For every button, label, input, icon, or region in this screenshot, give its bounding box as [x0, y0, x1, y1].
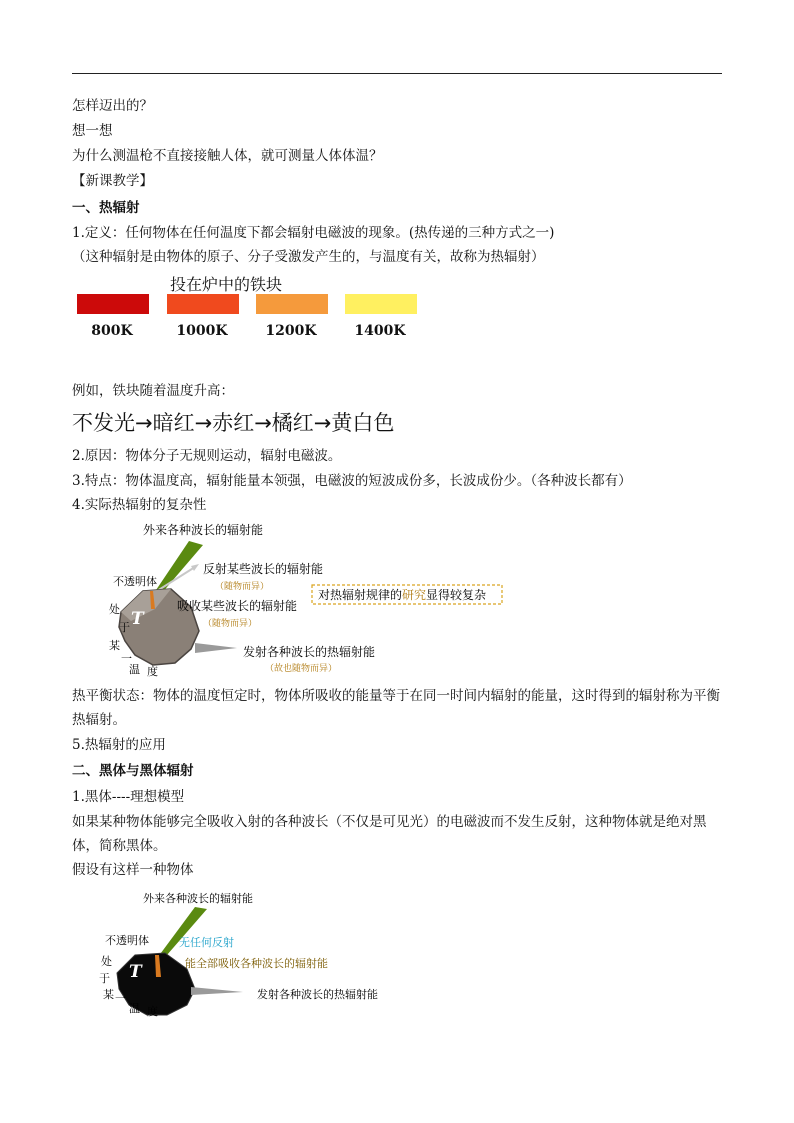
equilibrium-text: 热平衡状态：物体的温度恒定时，物体所吸收的能量等于在同一时间内辐射的能量，这时得到的辐射称为平衡热辐射。: [72, 688, 720, 728]
reflect-label: 反射某些波长的辐射能: [203, 562, 324, 576]
swatch-1200k: [256, 294, 328, 314]
text-line: 为什么测温枪不直接接触人体，就可测量人体体温？: [72, 148, 383, 164]
section-label: 【新课教学】: [72, 173, 153, 189]
absorb-all-label: 能全部吸收各种波长的辐射能: [185, 957, 328, 970]
vertical-char: 某: [103, 988, 114, 1001]
temp-label: 1400K: [354, 323, 406, 339]
blackbody-model: 1.黑体----理想模型: [72, 789, 185, 805]
temp-label: 800K: [91, 323, 133, 339]
emit-arrow: [191, 987, 243, 995]
definition: 1.定义：任何物体在任何温度下都会辐射电磁波的现象。(热传递的三种方式之一): [72, 225, 555, 241]
vertical-char: 度: [147, 1005, 158, 1018]
reflect-note: （随物而异）: [215, 582, 270, 592]
vertical-char: 一: [115, 992, 126, 1005]
vertical-char: 于: [119, 621, 130, 634]
emit-arrow: [195, 643, 237, 653]
vertical-char: 某: [109, 639, 120, 652]
header-rule: [72, 73, 722, 74]
reason: 2.原因：物体分子无规则运动，辐射电磁波。: [72, 448, 342, 464]
feature: 3.特点：物体温度高，辐射能量本领强，电磁波的短波成份多，长波成份少。（各种波长都有）: [72, 473, 632, 489]
temperature-T: T: [129, 962, 142, 982]
incoming-label: 外来各种波长的辐射能: [143, 523, 264, 537]
temp-label: 1200K: [265, 323, 317, 339]
emit-label: 发射各种波长的热辐射能: [257, 988, 378, 1001]
emit-note: （故也随物而异）: [265, 664, 338, 674]
vertical-char: 一: [121, 652, 132, 665]
opaque-label: 不透明体: [105, 934, 149, 947]
text-line: 怎样迈出的？: [72, 98, 153, 114]
swatch-1400k: [345, 294, 417, 314]
color-sequence: 不发光→暗红→赤红→橘红→黄白色: [72, 411, 395, 435]
temp-label: 1000K: [176, 323, 228, 339]
vertical-char: 温: [129, 1002, 140, 1015]
iron-figure-title: 投在炉中的铁块: [170, 275, 283, 294]
vertical-char: 处: [109, 603, 120, 616]
blackbody-diagram: [95, 885, 415, 1020]
incoming-label: 外来各种波长的辐射能: [143, 892, 253, 905]
blackbody-definition: 如果某种物体能够完全吸收入射的各种波长（不仅是可见光）的电磁波而不发生反射，这种物体就是绝对黑体，简称黑体。: [72, 814, 707, 854]
swatch-1000k: [167, 294, 239, 314]
real-body-diagram: [95, 515, 515, 680]
emit-label: 发射各种波长的热辐射能: [243, 645, 376, 659]
vertical-char: 度: [147, 665, 158, 678]
heading-blackbody: 二、黑体与黑体辐射: [72, 763, 194, 779]
note: （这种辐射是由物体的原子、分子受激发产生的，与温度有关，故称为热辐射）: [72, 249, 545, 265]
no-reflection-label: 无任何反射: [179, 936, 234, 949]
application-heading: 5.热辐射的应用: [72, 737, 166, 753]
opaque-label: 不透明体: [113, 575, 157, 588]
complexity-text: 对热辐射规律的研究显得较复杂: [318, 588, 487, 602]
absorb-note: （随物而异）: [203, 619, 258, 629]
absorb-label: 吸收某些波长的辐射能: [177, 599, 298, 613]
example: 例如，铁块随着温度升高：: [72, 383, 234, 399]
text-line: 想一想: [72, 123, 113, 139]
swatch-800k: [77, 294, 149, 314]
complexity-heading: 4.实际热辐射的复杂性: [72, 497, 207, 513]
vertical-char: 于: [99, 972, 110, 985]
heading-thermal-radiation: 一、热辐射: [72, 200, 140, 216]
suppose-text: 假设有这样一种物体: [72, 862, 194, 878]
temperature-T: T: [131, 609, 144, 629]
vertical-char: 处: [101, 955, 112, 968]
vertical-char: 温: [129, 663, 140, 676]
